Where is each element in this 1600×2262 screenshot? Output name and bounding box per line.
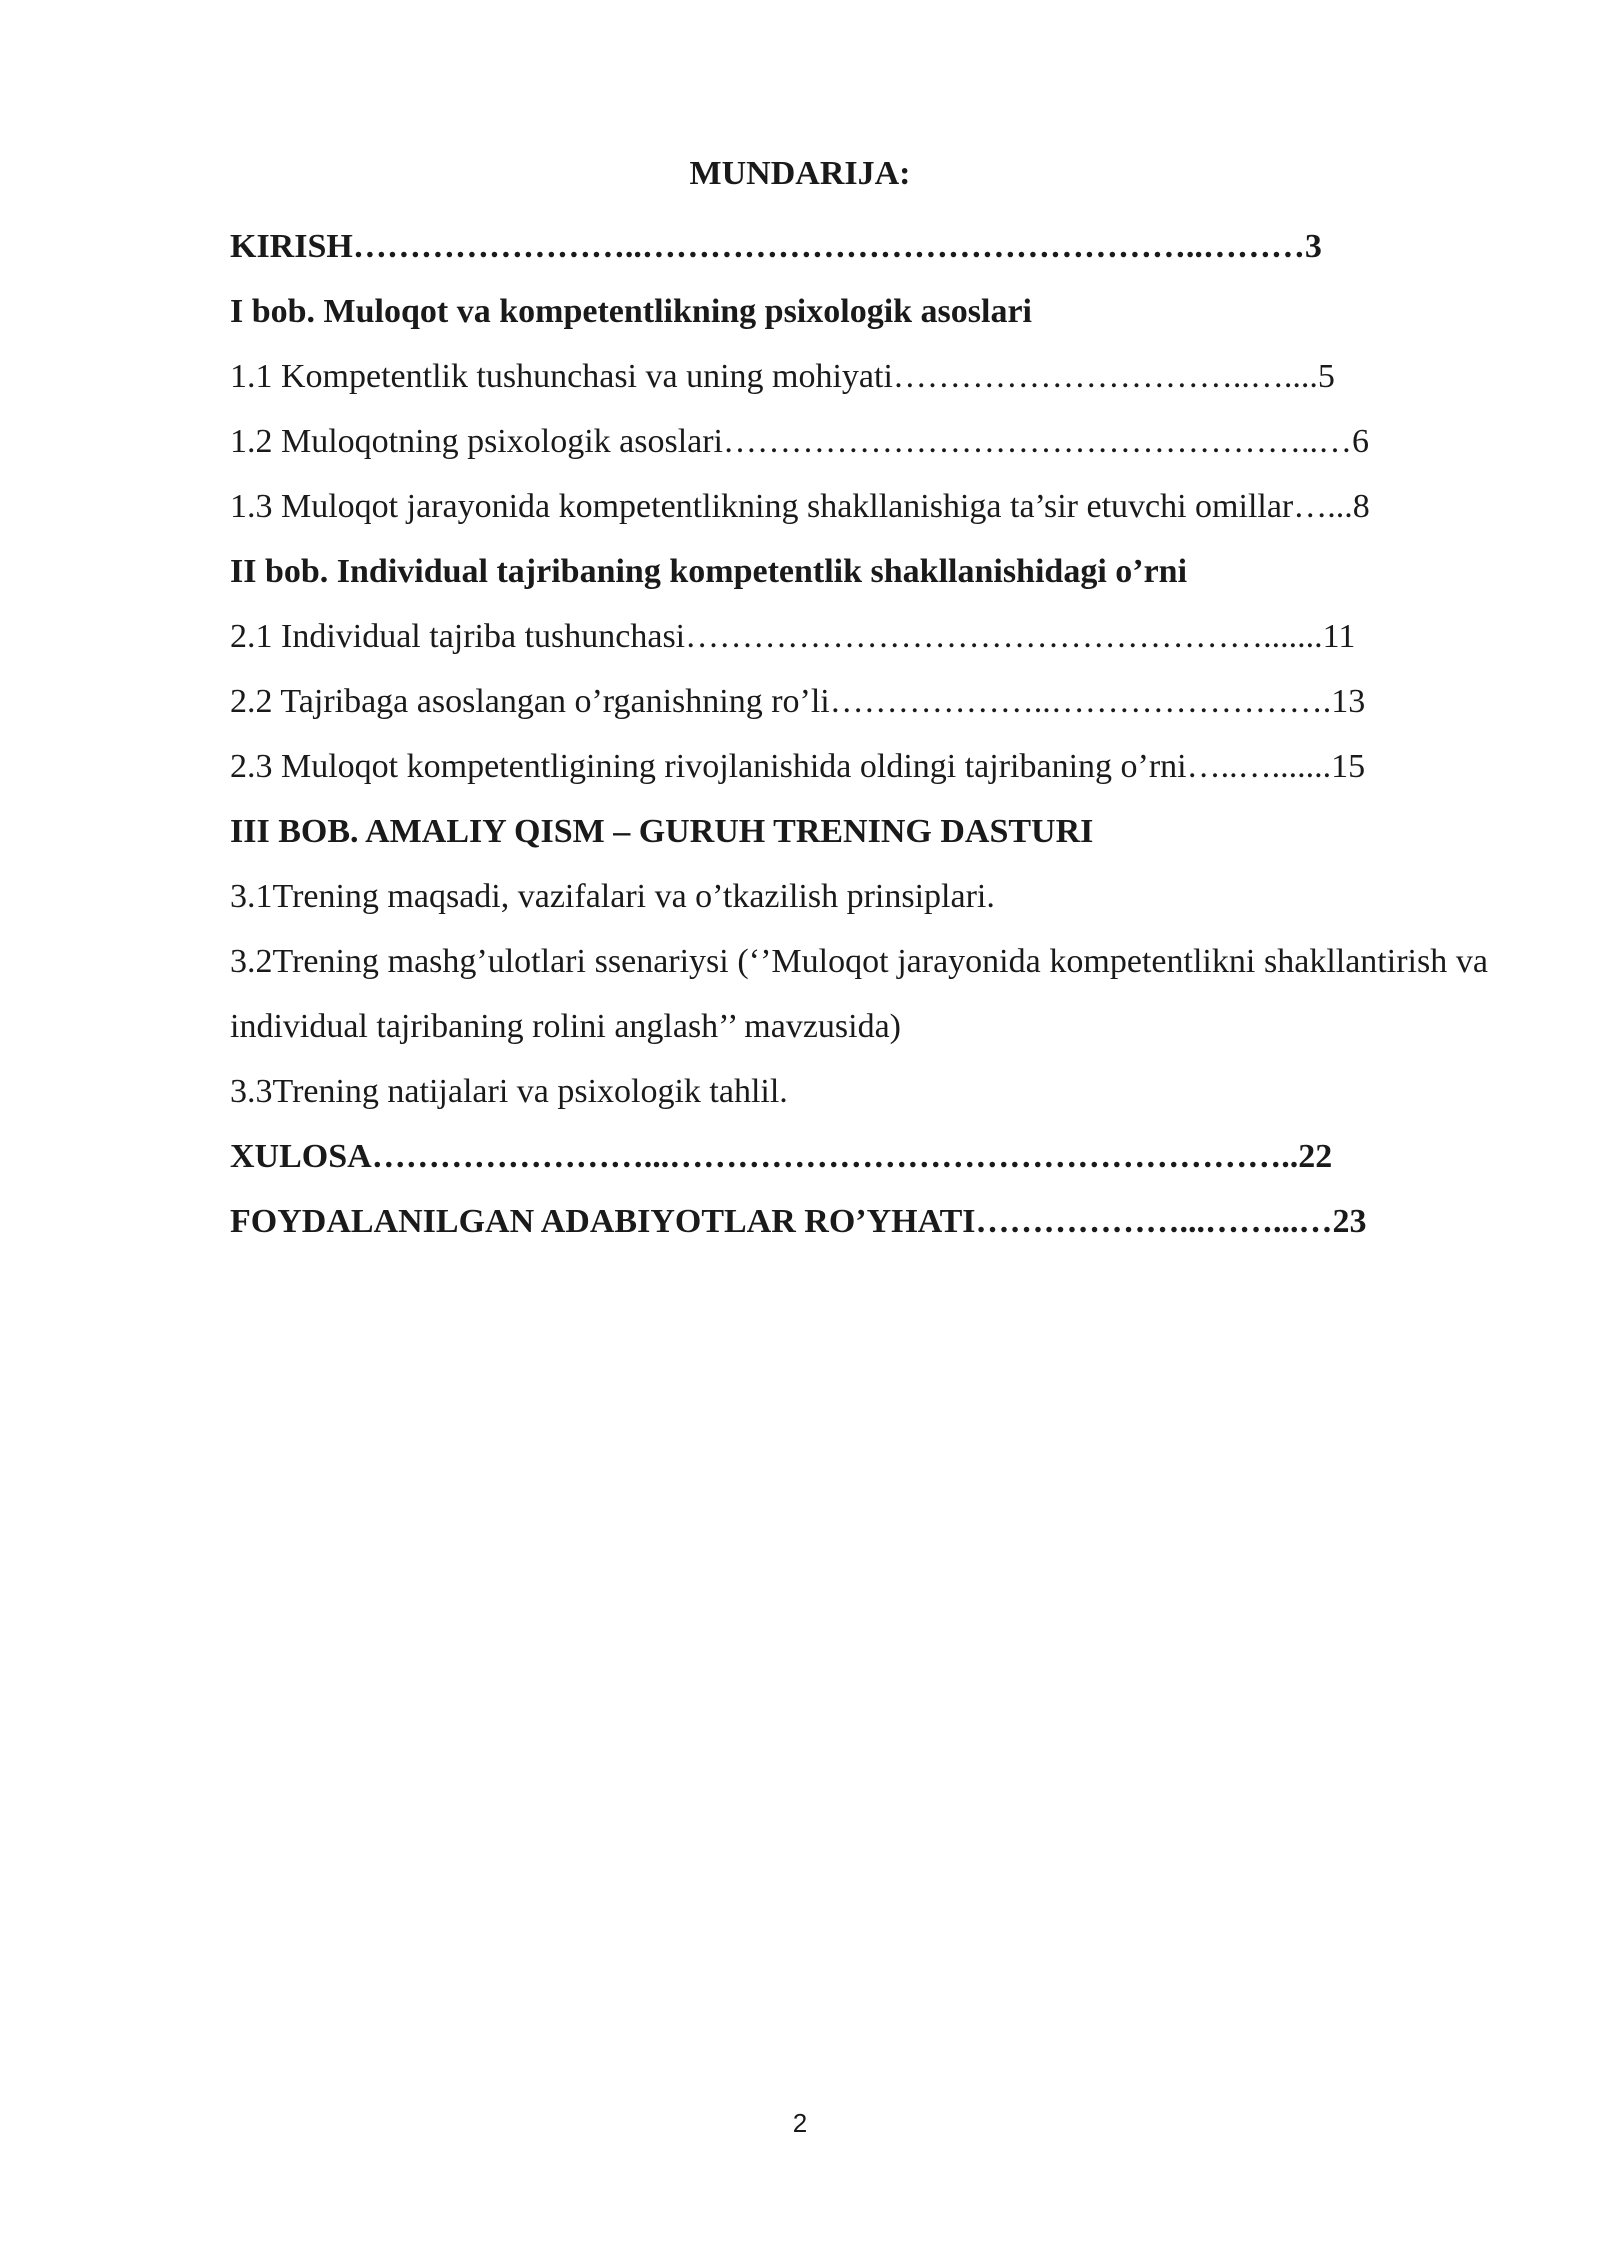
toc-entry-3-1[interactable]: 3.1Trening maqsadi, vazifalari va o’tkazilish prinsiplari. (230, 878, 995, 915)
table-of-contents (230, 214, 1488, 1254)
toc-entry-2-1[interactable]: 2.1 Individual tajriba tushunchasi…………………………………………….......11 (230, 618, 1356, 655)
toc-entry-3-2[interactable]: 3.2Trening mashg’ulotlari ssenariysi (‘’Muloqot jarayonida kompetentlikni shakllantirish va individual tajribaning rolini anglash’’ mavzusida) (230, 943, 1488, 1045)
toc-entry-kirish[interactable]: KIRISH……………………..…………………………………………..………3 (230, 228, 1322, 265)
toc-entry-3-3[interactable]: 3.3Trening natijalari va psixologik tahlil. (230, 1073, 788, 1110)
toc-entry-xulosa[interactable]: XULOSA……………………...………………………………………………..22 (230, 1138, 1333, 1175)
toc-chapter-2[interactable]: II bob. Individual tajribaning kompetentlik shakllanishidagi o’rni (230, 553, 1188, 590)
toc-chapter-3[interactable]: III BOB. AMALIY QISM – GURUH TRENING DASTURI (230, 813, 1094, 850)
toc-title: MUNDARIJA: (689, 155, 911, 192)
toc-entry-1-1[interactable]: 1.1 Kompetentlik tushunchasi va uning mohiyati…………………………..…....5 (230, 358, 1335, 395)
toc-entry-2-3[interactable]: 2.3 Muloqot kompetentligining rivojlanishida oldingi tajribaning o’rni…..….......15 (230, 748, 1366, 785)
page-number: 2 (792, 2108, 808, 2138)
toc-chapter-1[interactable]: I bob. Muloqot va kompetentlikning psixologik asoslari (230, 293, 1033, 330)
toc-entry-references[interactable]: FOYDALANILGAN ADABIYOTLAR RO’YHATI………………...……...…23 (230, 1203, 1367, 1240)
toc-entry-2-2[interactable]: 2.2 Tajribaga asoslangan o’rganishning ro’li………………..…………………….13 (230, 683, 1366, 720)
toc-entry-1-3[interactable]: 1.3 Muloqot jarayonida kompetentlikning shakllanishiga ta’sir etuvchi omillar…...8 (230, 488, 1370, 525)
toc-entry-1-2[interactable]: 1.2 Muloqotning psixologik asoslari……………………………………………..…6 (230, 423, 1369, 460)
